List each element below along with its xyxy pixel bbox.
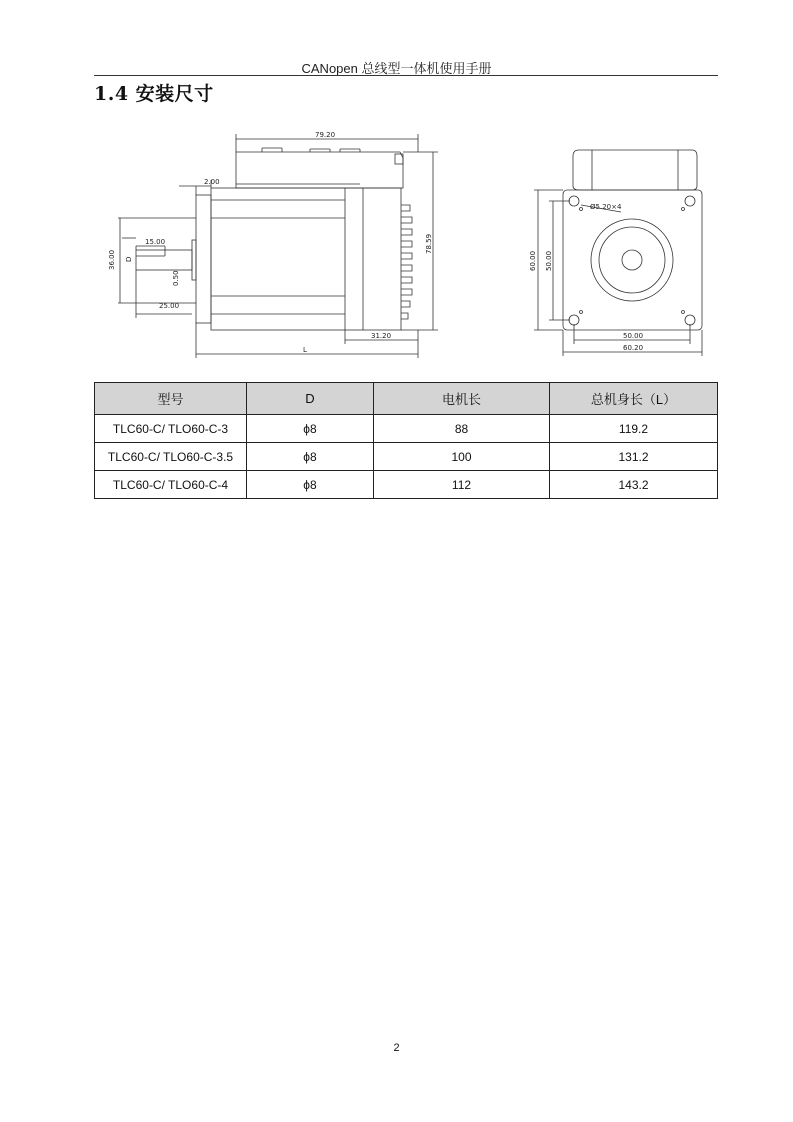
table-row — [95, 471, 718, 499]
table-header-row — [95, 383, 718, 415]
cell-total-length: 143.2 — [550, 471, 718, 499]
cell-model: TLC60-C/ TLO60-C-3.5 — [95, 443, 247, 471]
dimension-table — [94, 382, 718, 499]
dim-height: 78.59 — [425, 233, 433, 254]
cell-motor-length: 88 — [374, 415, 550, 443]
dim-shaft-total: 25.00 — [159, 302, 180, 310]
cell-d: ϕ8 — [247, 471, 374, 499]
cell-d: ϕ8 — [247, 443, 374, 471]
header-total-length: 总机身长（L） — [550, 383, 718, 415]
page-number: 2 — [393, 1042, 400, 1054]
dim-inner-horiz: 50.00 — [623, 332, 644, 340]
dim-holes: Ø5.20×4 — [590, 203, 622, 211]
dim-body-length: L — [303, 346, 307, 354]
header-rule — [94, 75, 718, 76]
mounting-dimension-drawing — [0, 120, 793, 365]
dim-outer-horiz: 60.20 — [623, 344, 644, 352]
dim-outer-vert: 60.00 — [529, 250, 537, 271]
dim-inner-vert: 50.00 — [545, 250, 553, 271]
cell-total-length: 131.2 — [550, 443, 718, 471]
cell-total-length: 119.2 — [550, 415, 718, 443]
section-title: 1.4 安装尺寸 — [94, 83, 214, 105]
cell-model: TLC60-C/ TLO60-C-4 — [95, 471, 247, 499]
dim-pilot-dia: 36.00 — [108, 249, 116, 270]
dim-shaft-length: 15.00 — [145, 238, 166, 246]
table-row — [95, 415, 718, 443]
cell-motor-length: 112 — [374, 471, 550, 499]
header-motor-length: 电机长 — [374, 383, 550, 415]
dim-overall-length: 79.20 — [315, 131, 336, 139]
cell-model: TLC60-C/ TLO60-C-3 — [95, 415, 247, 443]
cell-motor-length: 100 — [374, 443, 550, 471]
header-model: 型号 — [95, 383, 247, 415]
dim-shaft-dia: D — [125, 256, 133, 262]
page-header: CANopen 总线型一体机使用手册 — [301, 61, 492, 76]
cell-d: ϕ8 — [247, 415, 374, 443]
dim-shoulder: 2.00 — [204, 178, 220, 186]
dim-tail: 31.20 — [371, 332, 392, 340]
header-d: D — [247, 383, 374, 415]
table-row — [95, 443, 718, 471]
dim-flat-depth: 0.50 — [172, 270, 180, 286]
